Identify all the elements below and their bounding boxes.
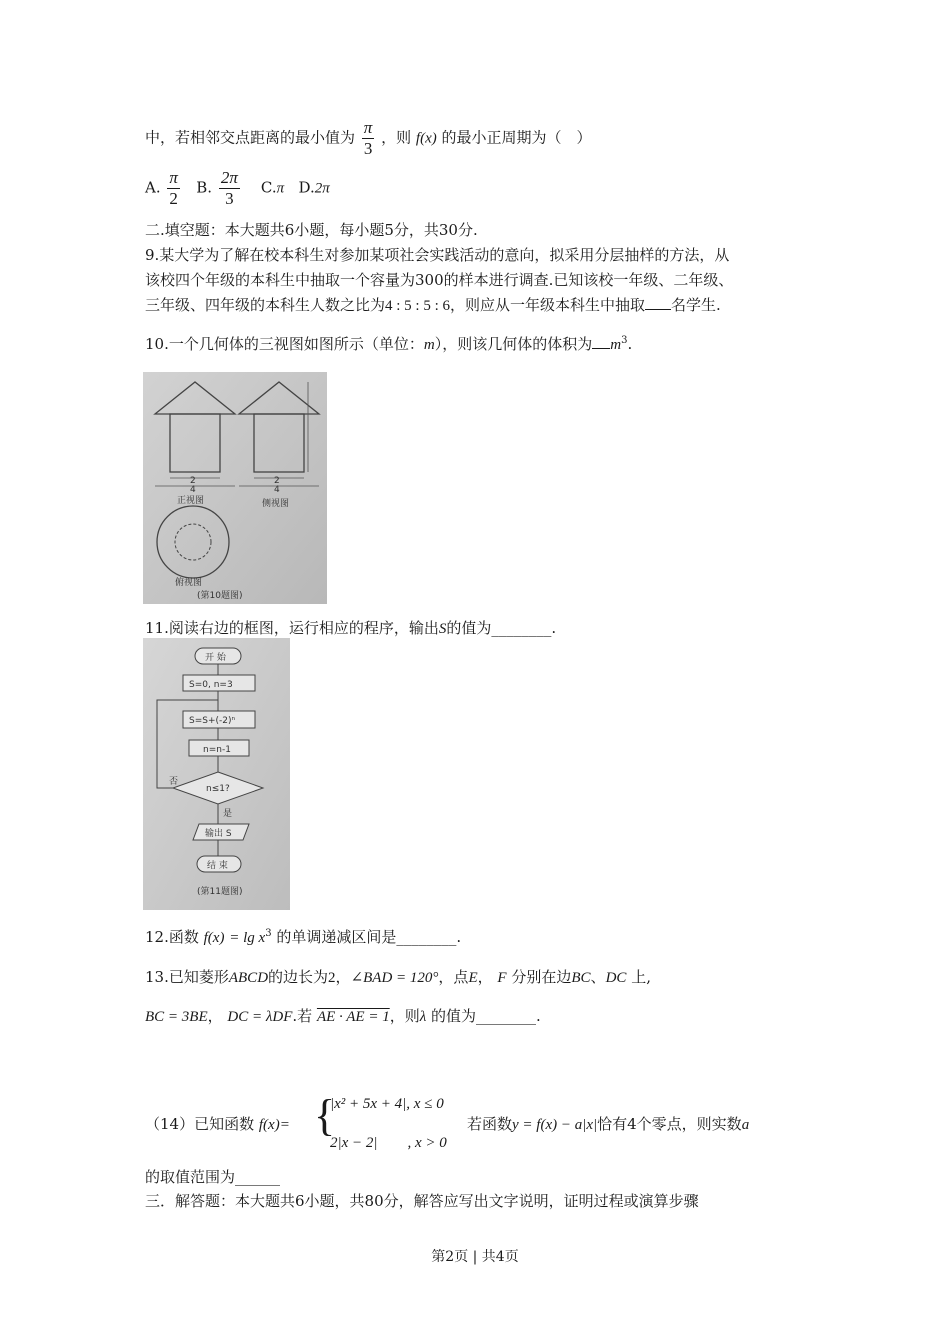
q13-line-2: BC = 3BE， DC = λDF.若 AE · AE = 1，则λ 的值为________. [145, 1007, 541, 1025]
page-footer: 第2页 | 共4页 [431, 1249, 519, 1265]
q9-line-1: 9.某大学为了解在校本科生对参加某项社会实践活动的意向，拟采用分层抽样的方法，从 [145, 246, 730, 264]
label-side-view: 侧视图 [262, 499, 290, 509]
q13-line-1: 13.已知菱形ABCD的边长为2，∠BAD = 120°，点E， F 分别在边BC、DC 上, [145, 968, 651, 986]
label-front-view: 正视图 [177, 496, 205, 506]
dim-2-side: 2 [274, 476, 280, 486]
svg-text:S=0, n=3: S=0, n=3 [189, 680, 233, 690]
svg-text:n=n-1: n=n-1 [203, 745, 231, 755]
option-a-fraction: $\frac{\pi}{2}$ [169, 168, 178, 208]
three-view-figure [143, 372, 327, 604]
piecewise-case-1: |x² + 5x + 4|, x ≤ 0 [330, 1096, 444, 1112]
piecewise-case-2: 2|x − 2| , x > 0 [330, 1135, 447, 1151]
option-b-fraction: $\frac{2\pi}{3}$ [220, 168, 238, 208]
fig10-caption: (第10题图) [197, 591, 243, 601]
piecewise-brace: { [314, 1091, 336, 1140]
svg-text:结 束: 结 束 [207, 861, 228, 871]
q8-options: A. $\frac{\pi}{2}$ B. $\frac{2\pi}{3}$ C.π D.2π [145, 168, 330, 208]
q14-condition: 若函数y = f(x) − a|x|恰有4个零点，则实数a [467, 1115, 750, 1133]
flowchart-figure [143, 638, 290, 910]
svg-text:是: 是 [223, 809, 233, 819]
dim-4-front: 4 [190, 485, 196, 495]
answer-blank [592, 348, 610, 349]
svg-text:开 始: 开 始 [205, 653, 226, 663]
svg-text:输出 S: 输出 S [205, 829, 232, 839]
dim-4-side: 4 [274, 485, 280, 495]
answer-blank [645, 309, 671, 310]
section-2-heading: 二.填空题：本大题共6小题，每小题5分，共30分. [145, 221, 478, 239]
fraction-pi-over-3: $\frac{\pi}{3}$ [363, 118, 373, 158]
dim-2-front: 2 [190, 476, 196, 486]
q14-label: （14）已知函数 f(x)= [145, 1115, 290, 1133]
q9-line-3: 三年级、四年级的本科生人数之比为4 : 5 : 5 : 6，则应从一年级本科生中抽取 名学生. [145, 296, 721, 314]
q8-stem: 中，若相邻交点距离的最小值为 $\frac{\pi}{3}$ ，则 f(x) 的最小正周期为（ ） [145, 118, 592, 158]
q11-stem: 11.阅读右边的框图，运行相应的程序，输出S的值为________. [145, 619, 557, 637]
fig11-caption: (第11题图) [197, 887, 243, 897]
svg-text:否: 否 [169, 777, 179, 787]
section-3-heading: 三．解答题：本大题共6小题，共80分，解答应写出文字说明，证明过程或演算步骤 [145, 1192, 699, 1210]
q9-line-2: 该校四个年级的本科生中抽取一个容量为300的样本进行调查.已知该校一年级、二年级、 [145, 271, 734, 289]
svg-text:n≤1?: n≤1? [206, 784, 230, 794]
label-top-view: 俯视图 [175, 578, 203, 588]
svg-text:S=S+(-2)ⁿ: S=S+(-2)ⁿ [189, 716, 236, 726]
q10-stem: 10.一个几何体的三视图如图所示（单位：m），则该几何体的体积为 $m^3$. [145, 335, 633, 353]
q14-line-2: 的取值范围为______ [145, 1168, 281, 1186]
q12-stem: 12.函数 $f(x) = \lg x^3$ 的单调递减区间是________. [145, 928, 462, 946]
